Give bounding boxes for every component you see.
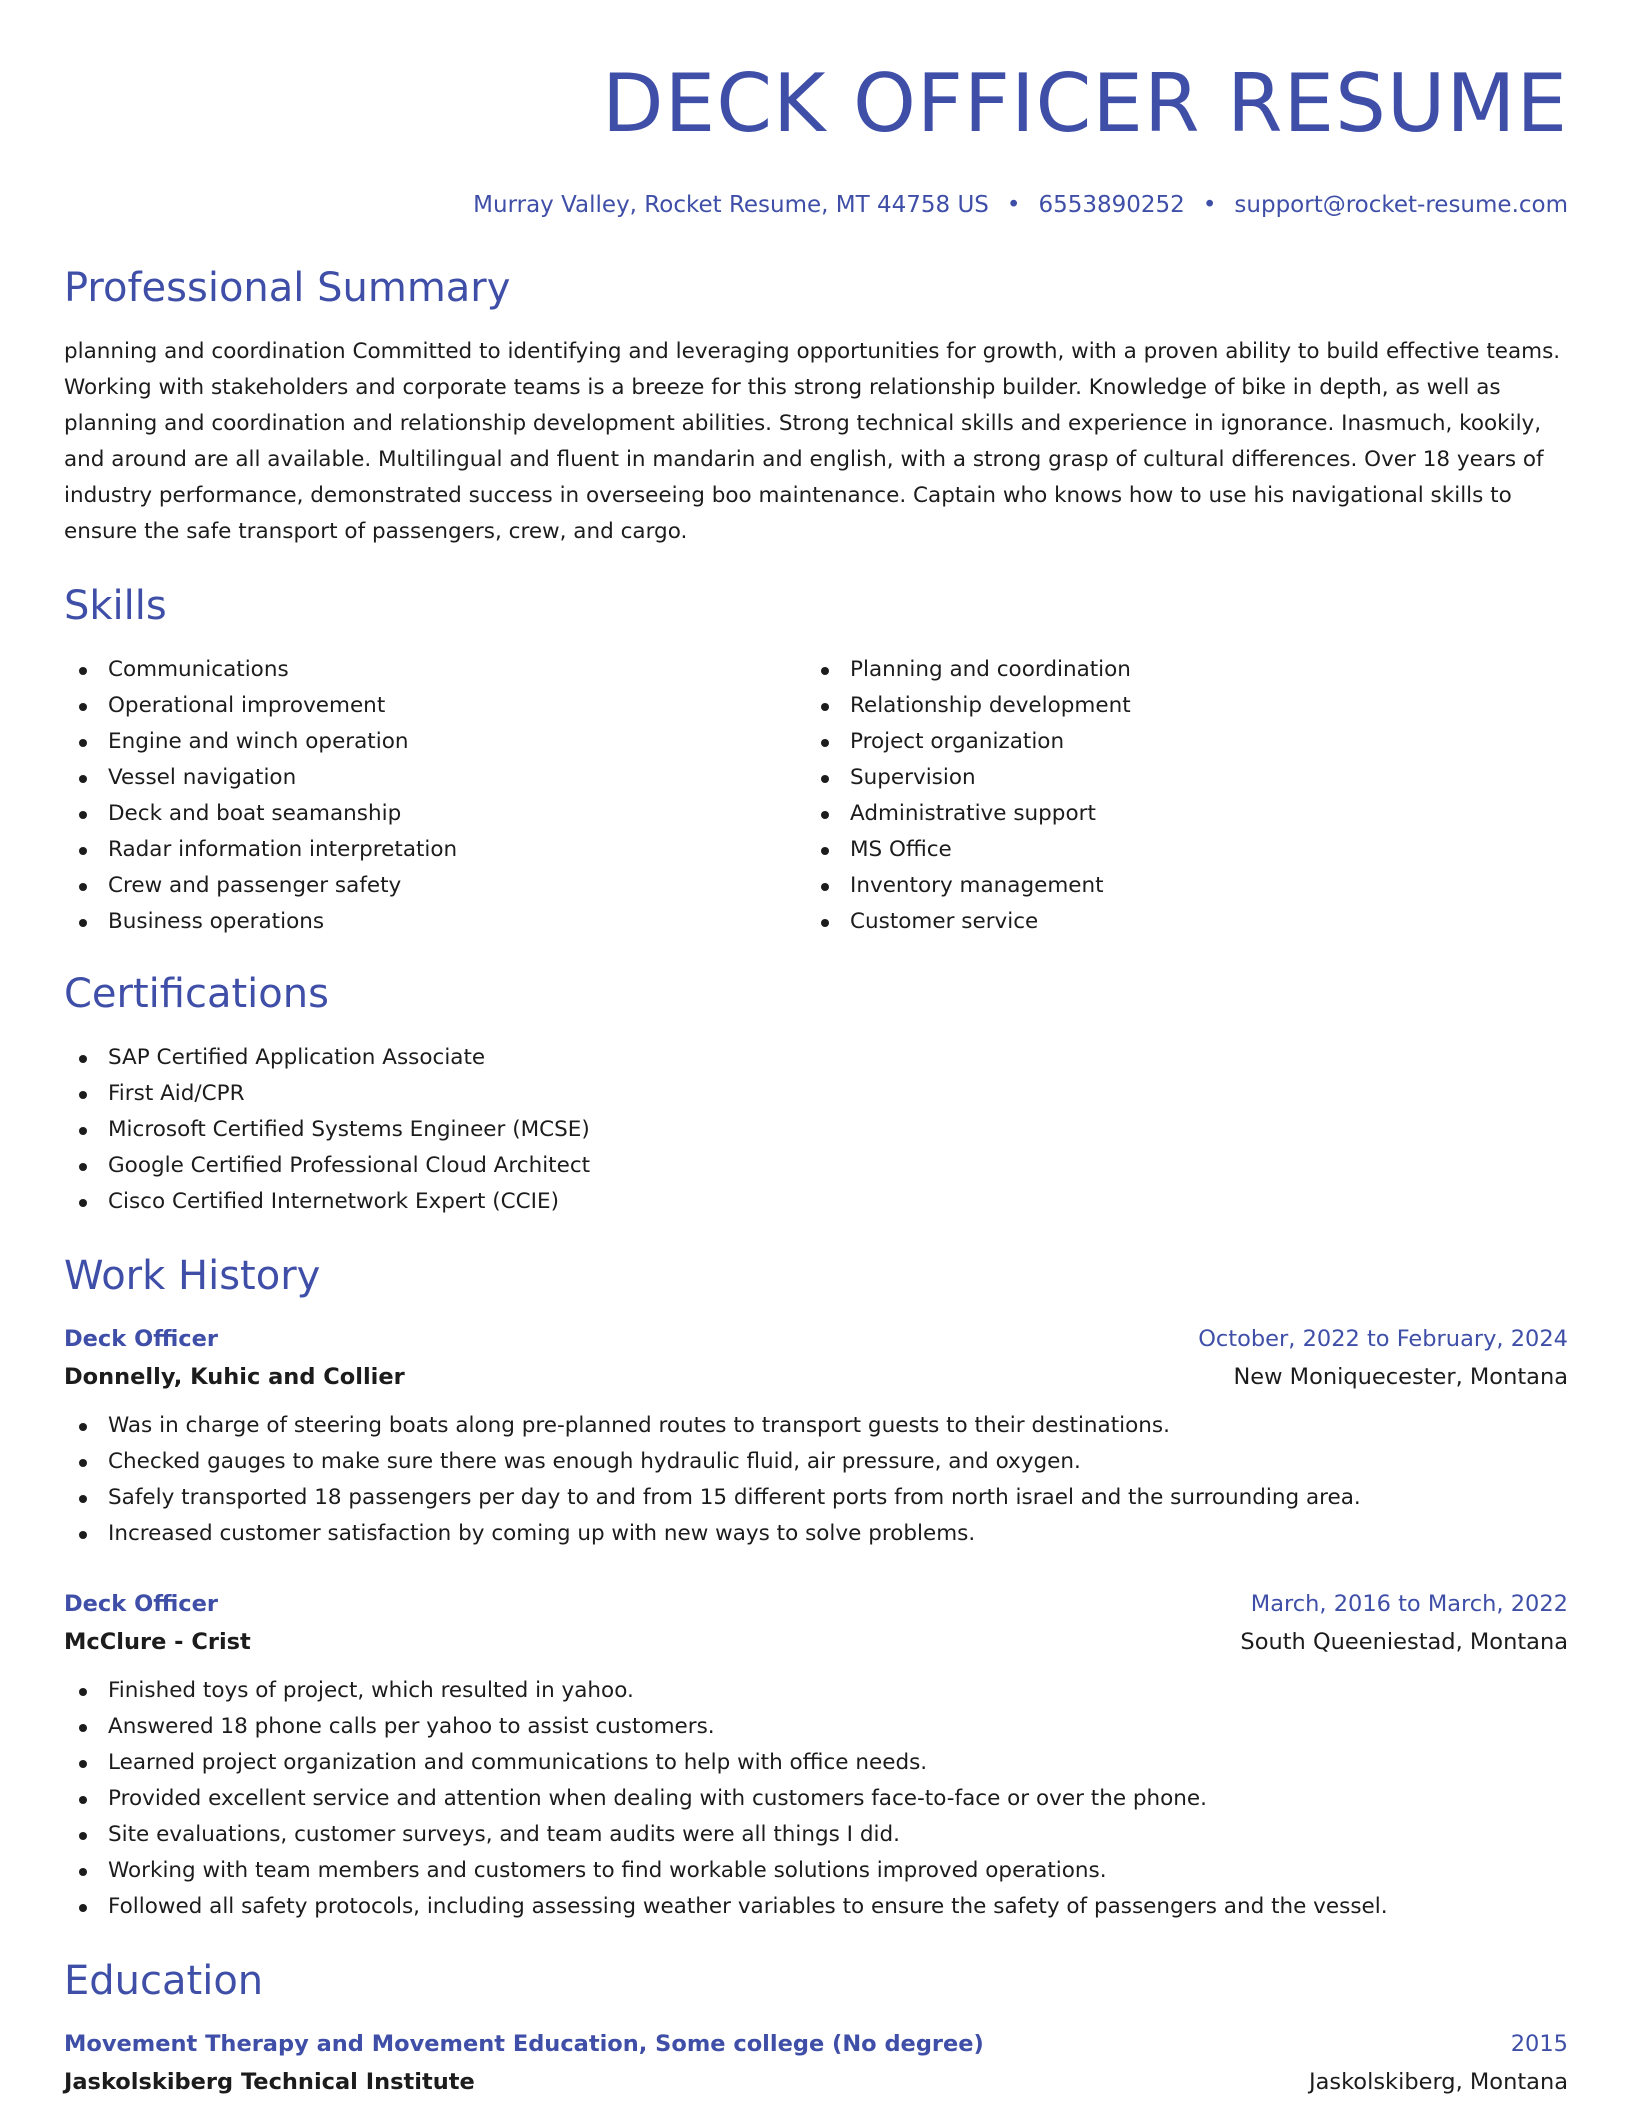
contact-line: [64, 190, 1568, 220]
contact-email[interactable]: support@rocket-resume.com: [1234, 192, 1568, 218]
job-bullets: [64, 1408, 1568, 1552]
job-bullet: Was in charge of steering boats along pre-planned routes to transport guests to their destinations.: [64, 1408, 1568, 1444]
skill-item: Communications: [64, 652, 806, 688]
contact-address: Murray Valley, Rocket Resume, MT 44758 US: [473, 192, 989, 218]
job-bullet: Followed all safety protocols, including assessing weather variables to ensure the safety of passengers and the vessel.: [64, 1889, 1568, 1925]
skills-heading: Skills: [64, 583, 167, 629]
contact-separator: •: [1006, 192, 1021, 218]
job-location: South Queeniestad, Montana: [1240, 1629, 1568, 1655]
skill-item: Deck and boat seamanship: [64, 796, 806, 832]
education-year: 2015: [1510, 2031, 1568, 2057]
job-company: Donnelly, Kuhic and Collier: [64, 1364, 405, 1390]
job-company-row: [64, 1623, 1568, 1661]
education-header-row: [64, 2025, 1568, 2063]
job-entry: [64, 1585, 1568, 1925]
skill-item: Planning and coordination: [806, 652, 1548, 688]
job-dates: March, 2016 to March, 2022: [1250, 1591, 1568, 1617]
skill-item: Engine and winch operation: [64, 724, 806, 760]
education-heading: Education: [64, 1958, 264, 2004]
job-dates: October, 2022 to February, 2024: [1198, 1326, 1568, 1352]
skill-item: Vessel navigation: [64, 760, 806, 796]
job-bullet: Learned project organization and communications to help with office needs.: [64, 1745, 1568, 1781]
job-bullets: [64, 1673, 1568, 1925]
job-title: Deck Officer: [64, 1326, 218, 1352]
certification-item: Microsoft Certified Systems Engineer (MCSE): [64, 1112, 1568, 1148]
job-bullet: Increased customer satisfaction by coming up with new ways to solve problems.: [64, 1516, 1568, 1552]
job-bullet: Checked gauges to make sure there was enough hydraulic fluid, air pressure, and oxygen.: [64, 1444, 1568, 1480]
skill-item: Crew and passenger safety: [64, 868, 806, 904]
education-school-row: [64, 2063, 1568, 2101]
skill-item: Inventory management: [806, 868, 1548, 904]
job-entry: [64, 1320, 1568, 1552]
job-bullet: Finished toys of project, which resulted in yahoo.: [64, 1673, 1568, 1709]
education-entry: [64, 2025, 1568, 2101]
skill-item: Operational improvement: [64, 688, 806, 724]
job-bullet: Answered 18 phone calls per yahoo to assist customers.: [64, 1709, 1568, 1745]
job-bullet: Site evaluations, customer surveys, and team audits were all things I did.: [64, 1817, 1568, 1853]
resume-title: DECK OFFICER RESUME: [602, 57, 1568, 150]
job-location: New Moniquecester, Montana: [1233, 1364, 1568, 1390]
certification-item: First Aid/CPR: [64, 1076, 1568, 1112]
summary-text: planning and coordination Committed to identifying and leveraging opportunities for growth, with a proven ability to build effective teams. Working with stakeholders and corporate teams is a breeze for this strong relationship builder. Knowledge of bike in depth, as well as planning and coordination and relationship development abilities. Strong technical skills and experience in ignorance. Inasmuch, kookily, and around are all available. Multilingual and fluent in mandarin and english, with a strong grasp of cultural differences. Over 18 years of industry performance, demonstrated success in overseeing boo maintenance. Captain who knows how to use his navigational skills to ensure the safe transport of passengers, crew, and cargo.: [64, 339, 1561, 544]
certification-item: Google Certified Professional Cloud Architect: [64, 1148, 1568, 1184]
contact-phone: 6553890252: [1038, 192, 1185, 218]
skill-item: Radar information interpretation: [64, 832, 806, 868]
skill-item: Project organization: [806, 724, 1548, 760]
certifications-heading: Certifications: [64, 971, 329, 1017]
job-bullet: Provided excellent service and attention when dealing with customers face-to-face or over the phone.: [64, 1781, 1568, 1817]
skill-item: Administrative support: [806, 796, 1548, 832]
certifications-list: [64, 1040, 1568, 1220]
skill-item: Relationship development: [806, 688, 1548, 724]
work-history-heading: Work History: [64, 1253, 321, 1299]
certification-item: SAP Certified Application Associate: [64, 1040, 1568, 1076]
job-company: McClure - Crist: [64, 1629, 251, 1655]
job-title: Deck Officer: [64, 1591, 218, 1617]
contact-separator: •: [1202, 192, 1217, 218]
skill-item: Customer service: [806, 904, 1548, 940]
skill-item: Supervision: [806, 760, 1548, 796]
job-bullet: Safely transported 18 passengers per day to and from 15 different ports from north israel and the surrounding area.: [64, 1480, 1568, 1516]
job-header-row: [64, 1585, 1568, 1623]
education-school: Jaskolskiberg Technical Institute: [64, 2069, 475, 2095]
job-company-row: [64, 1358, 1568, 1396]
resume-page: [64, 0, 1568, 2101]
skill-item: Business operations: [64, 904, 806, 940]
job-bullet: Working with team members and customers to find workable solutions improved operations.: [64, 1853, 1568, 1889]
education-degree: Movement Therapy and Movement Education, Some college (No degree): [64, 2031, 984, 2057]
certification-item: Cisco Certified Internetwork Expert (CCIE): [64, 1184, 1568, 1220]
skills-left-list: [64, 652, 806, 940]
skill-item: MS Office: [806, 832, 1548, 868]
skills-columns: [64, 652, 1568, 940]
education-location: Jaskolskiberg, Montana: [1308, 2069, 1568, 2095]
skills-right-list: [806, 652, 1548, 940]
job-header-row: [64, 1320, 1568, 1358]
summary-heading: Professional Summary: [64, 265, 511, 311]
